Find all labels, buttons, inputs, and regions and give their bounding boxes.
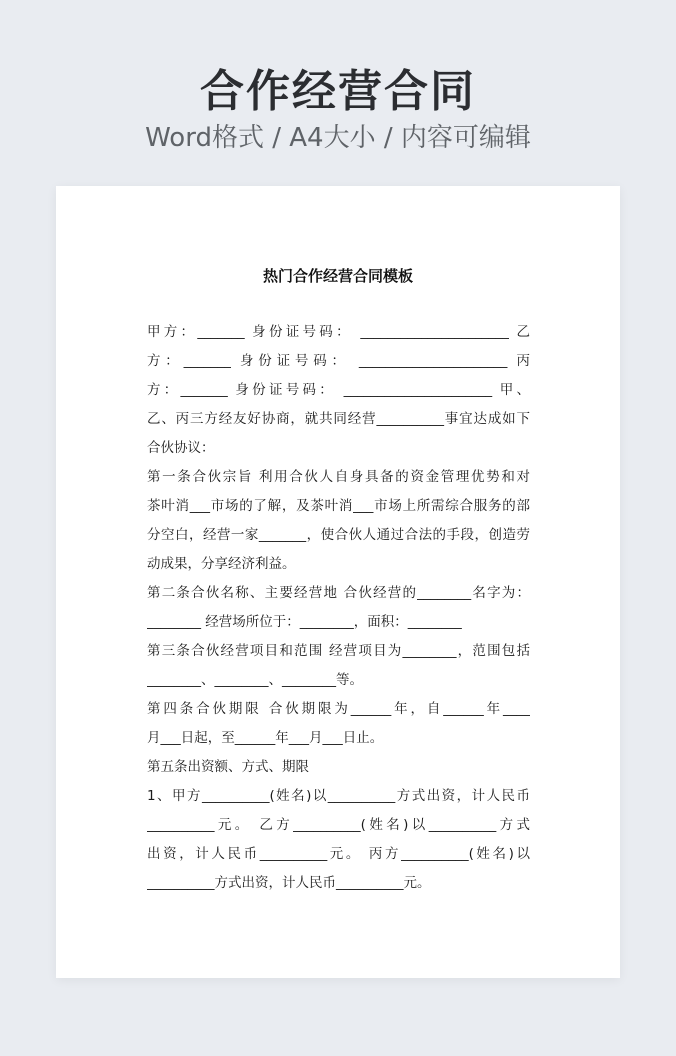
document-line: 方：_______ 身份证号码： ______________________ 甲、 — [147, 382, 530, 398]
document-line: __________方式出资，计人民币__________元。 — [147, 875, 431, 891]
document-line: 茶叶消___市场的了解，及茶叶消___市场上所需综合服务的部 — [147, 498, 530, 514]
document-line: 第三条合伙经营项目和范围 经营项目为________，范围包括 — [147, 643, 530, 659]
document-line: 第一条合伙宗旨 利用合伙人自身具备的资金管理优势和对 — [147, 469, 530, 485]
document-line: 出资，计人民币__________元。 丙方__________(姓名)以 — [147, 846, 530, 862]
document-line: 第四条合伙期限 合伙期限为______年，自______年____ — [147, 701, 530, 717]
document-line: 动成果，分享经济利益。 — [147, 556, 296, 572]
document-line: 甲方：_______ 身份证号码： ______________________ 乙 — [147, 324, 530, 340]
document-line: __________元。 乙方__________(姓名)以__________方式 — [147, 817, 530, 833]
document-line: 1、甲方__________(姓名)以__________方式出资，计人民币 — [147, 788, 530, 804]
document-line: 第五条出资额、方式、期限 — [147, 759, 309, 775]
document-body — [147, 318, 530, 898]
page-title: 合作经营合同 — [200, 66, 476, 117]
page-subtitle: Word格式 / A4大小 / 内容可编辑 — [145, 123, 531, 153]
document-line: 第二条合伙名称、主要经营地 合伙经营的________名字为： — [147, 585, 530, 601]
document-line: 乙、丙三方经友好协商，就共同经营__________事宜达成如下 — [147, 411, 530, 427]
document-line: 月___日起，至______年___月___日止。 — [147, 730, 384, 746]
document-line: 合伙协议： — [147, 440, 215, 456]
document-line: ________ 经营场所位于：________，面积：________ — [147, 614, 462, 630]
document-title: 热门合作经营合同模板 — [262, 267, 413, 285]
document-line: 方：_______ 身份证号码： ______________________ 丙 — [147, 353, 530, 369]
document-line: 分空白，经营一家_______，使合伙人通过合法的手段，创造劳 — [147, 527, 530, 543]
document-line: ________、________、________等。 — [147, 672, 363, 688]
